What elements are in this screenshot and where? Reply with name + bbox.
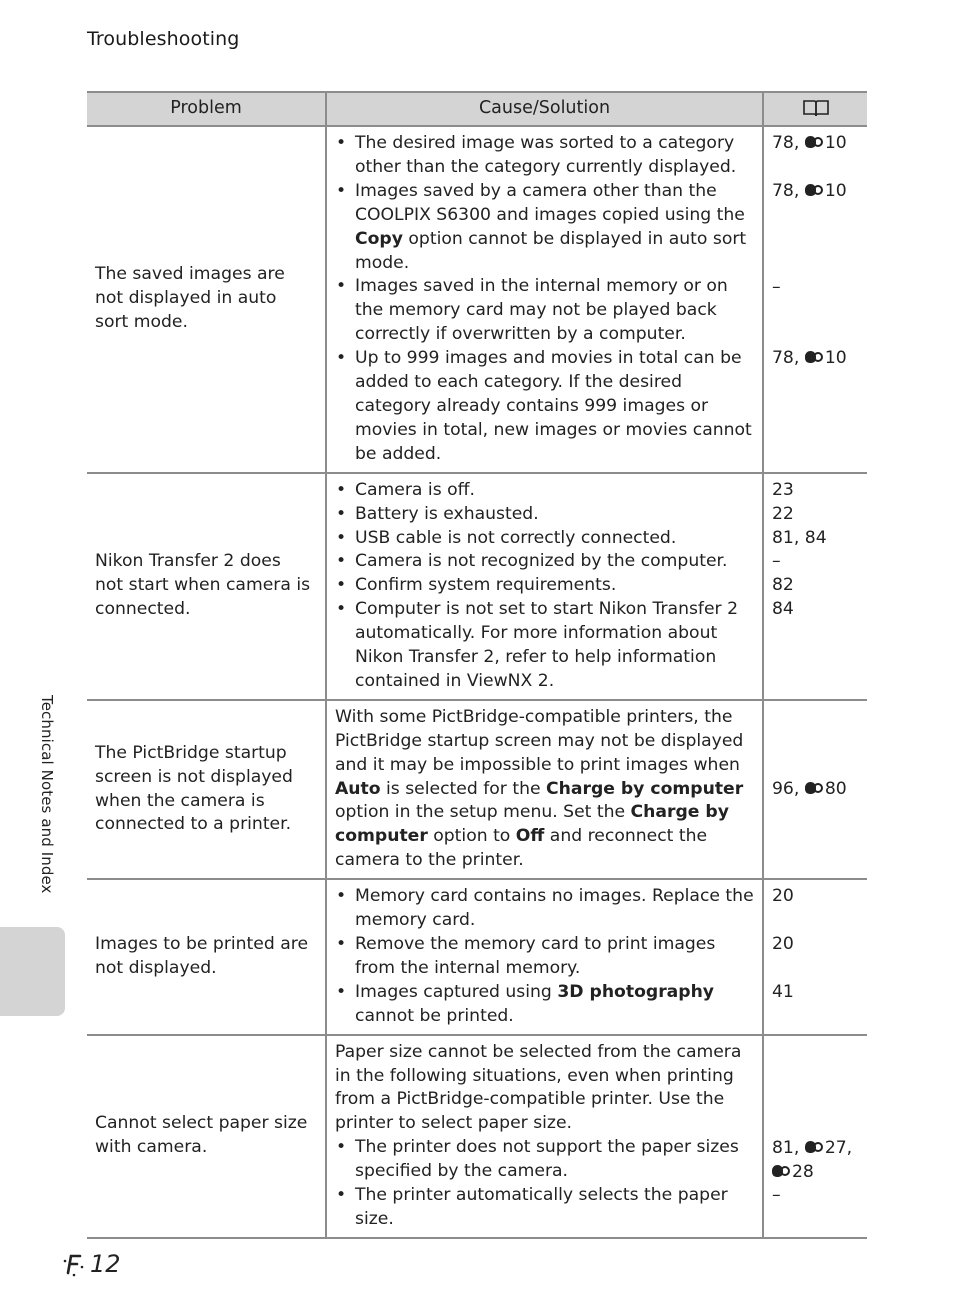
problem-cell: Cannot select paper size with camera.	[87, 1035, 326, 1238]
reference-section-icon	[805, 350, 824, 364]
list-item: • Battery is exhausted.	[335, 503, 754, 527]
reference-cell	[763, 473, 867, 700]
list-item: • Images saved in the internal memory or on the memory card may not be played back correctly if overwritten by a computer.	[335, 275, 754, 347]
reference-cell	[763, 700, 867, 879]
solution-list	[335, 132, 754, 467]
reference-cell	[763, 126, 867, 473]
list-item: • Up to 999 images and movies in total can be added to each category. If the desired category already contains 999 images or movies in total, new images or movies cannot be added.	[335, 347, 754, 467]
table-row	[87, 1035, 867, 1238]
list-item: • The printer does not support the paper sizes specified by the camera.	[335, 1136, 754, 1184]
page-ref: 81, 84	[772, 527, 827, 548]
page-ref: 78, 10	[772, 181, 847, 201]
reference-section-icon	[805, 183, 824, 197]
page-section-title: Troubleshooting	[87, 28, 240, 50]
solution-intro: Paper size cannot be selected from the camera in the following situations, even when printing from a PictBridge-compatible printer. Use the printer to select paper size.	[335, 1041, 742, 1134]
list-item: • Images captured using 3D photography cannot be printed.	[335, 981, 754, 1029]
table-row	[87, 700, 867, 879]
page-ref: 20	[772, 886, 794, 907]
book-reference-icon	[802, 98, 830, 118]
table-row	[87, 473, 867, 700]
list-item: • USB cable is not correctly connected.	[335, 527, 754, 551]
page-footer	[62, 1250, 121, 1278]
side-section-tab	[0, 927, 65, 1016]
list-item: • Computer is not set to start Nikon Transfer 2 automatically. For more information about Nikon Transfer 2, refer to help information contained in ViewNX 2.	[335, 598, 754, 694]
problem-cell: Images to be printed are not displayed.	[87, 879, 326, 1034]
solution-list	[335, 479, 754, 694]
reference-section-icon	[805, 781, 824, 795]
reference-cell	[763, 879, 867, 1034]
page-ref: 78, 10	[772, 348, 847, 368]
table-header-row	[87, 92, 867, 126]
column-header-problem: Problem	[87, 92, 326, 126]
problem-cell: The PictBridge startup screen is not displayed when the camera is connected to a printer.	[87, 700, 326, 879]
page-ref: 78, 10	[772, 133, 847, 153]
column-header-cause-solution: Cause/Solution	[326, 92, 763, 126]
problem-cell: Nikon Transfer 2 does not start when camera is connected.	[87, 473, 326, 700]
list-item: • Images saved by a camera other than the COOLPIX S6300 and images copied using the Copy option cannot be displayed in auto sort mode.	[335, 180, 754, 276]
troubleshooting-table	[87, 91, 867, 1239]
list-item: • Camera is not recognized by the computer.	[335, 550, 754, 574]
list-item: • Confirm system requirements.	[335, 574, 754, 598]
solution-cell	[326, 126, 763, 473]
list-item: • The printer automatically selects the paper size.	[335, 1184, 754, 1232]
table-row	[87, 126, 867, 473]
list-item: • Remove the memory card to print images from the internal memory.	[335, 933, 754, 981]
solution-list	[335, 1136, 754, 1232]
page-ref: 22	[772, 503, 794, 524]
solution-cell	[326, 473, 763, 700]
list-item: • Camera is off.	[335, 479, 754, 503]
page-number: 12	[90, 1250, 121, 1278]
page-ref: –	[772, 277, 781, 297]
reference-cell	[763, 1035, 867, 1238]
reference-section-icon	[805, 135, 824, 149]
troubleshooting-section-icon	[62, 1251, 88, 1277]
page-ref: 20	[772, 934, 794, 955]
page-ref: 41	[772, 982, 794, 1003]
page-ref: 23	[772, 479, 794, 500]
solution-cell: With some PictBridge-compatible printers, the PictBridge startup screen may not be displayed and it may be impossible to print images when Auto is selected for the Charge by computer option in the setup menu. Set the Charge by computer option to Off and reconnect the camera to the printer.	[326, 700, 763, 879]
side-section-label: Technical Notes and Index	[38, 695, 56, 894]
page-ref: –	[772, 551, 781, 572]
solution-cell	[326, 879, 763, 1034]
page-ref: 96, 80	[772, 778, 847, 799]
column-header-reference	[763, 92, 867, 126]
list-item: • The desired image was sorted to a category other than the category currently displayed.	[335, 132, 754, 180]
problem-cell: The saved images are not displayed in auto sort mode.	[87, 126, 326, 473]
reference-section-icon	[772, 1164, 791, 1178]
solution-cell	[326, 1035, 763, 1238]
troubleshooting-table-container	[87, 91, 867, 1239]
page-ref: 81, 27,	[772, 1137, 853, 1158]
page-ref: 84	[772, 599, 794, 620]
page-ref: 82	[772, 575, 794, 596]
list-item: • Memory card contains no images. Replace the memory card.	[335, 885, 754, 933]
solution-list	[335, 885, 754, 1028]
page-ref: 28	[772, 1161, 865, 1185]
table-row	[87, 879, 867, 1034]
reference-section-icon	[805, 1140, 824, 1154]
page-ref: –	[772, 1185, 781, 1206]
